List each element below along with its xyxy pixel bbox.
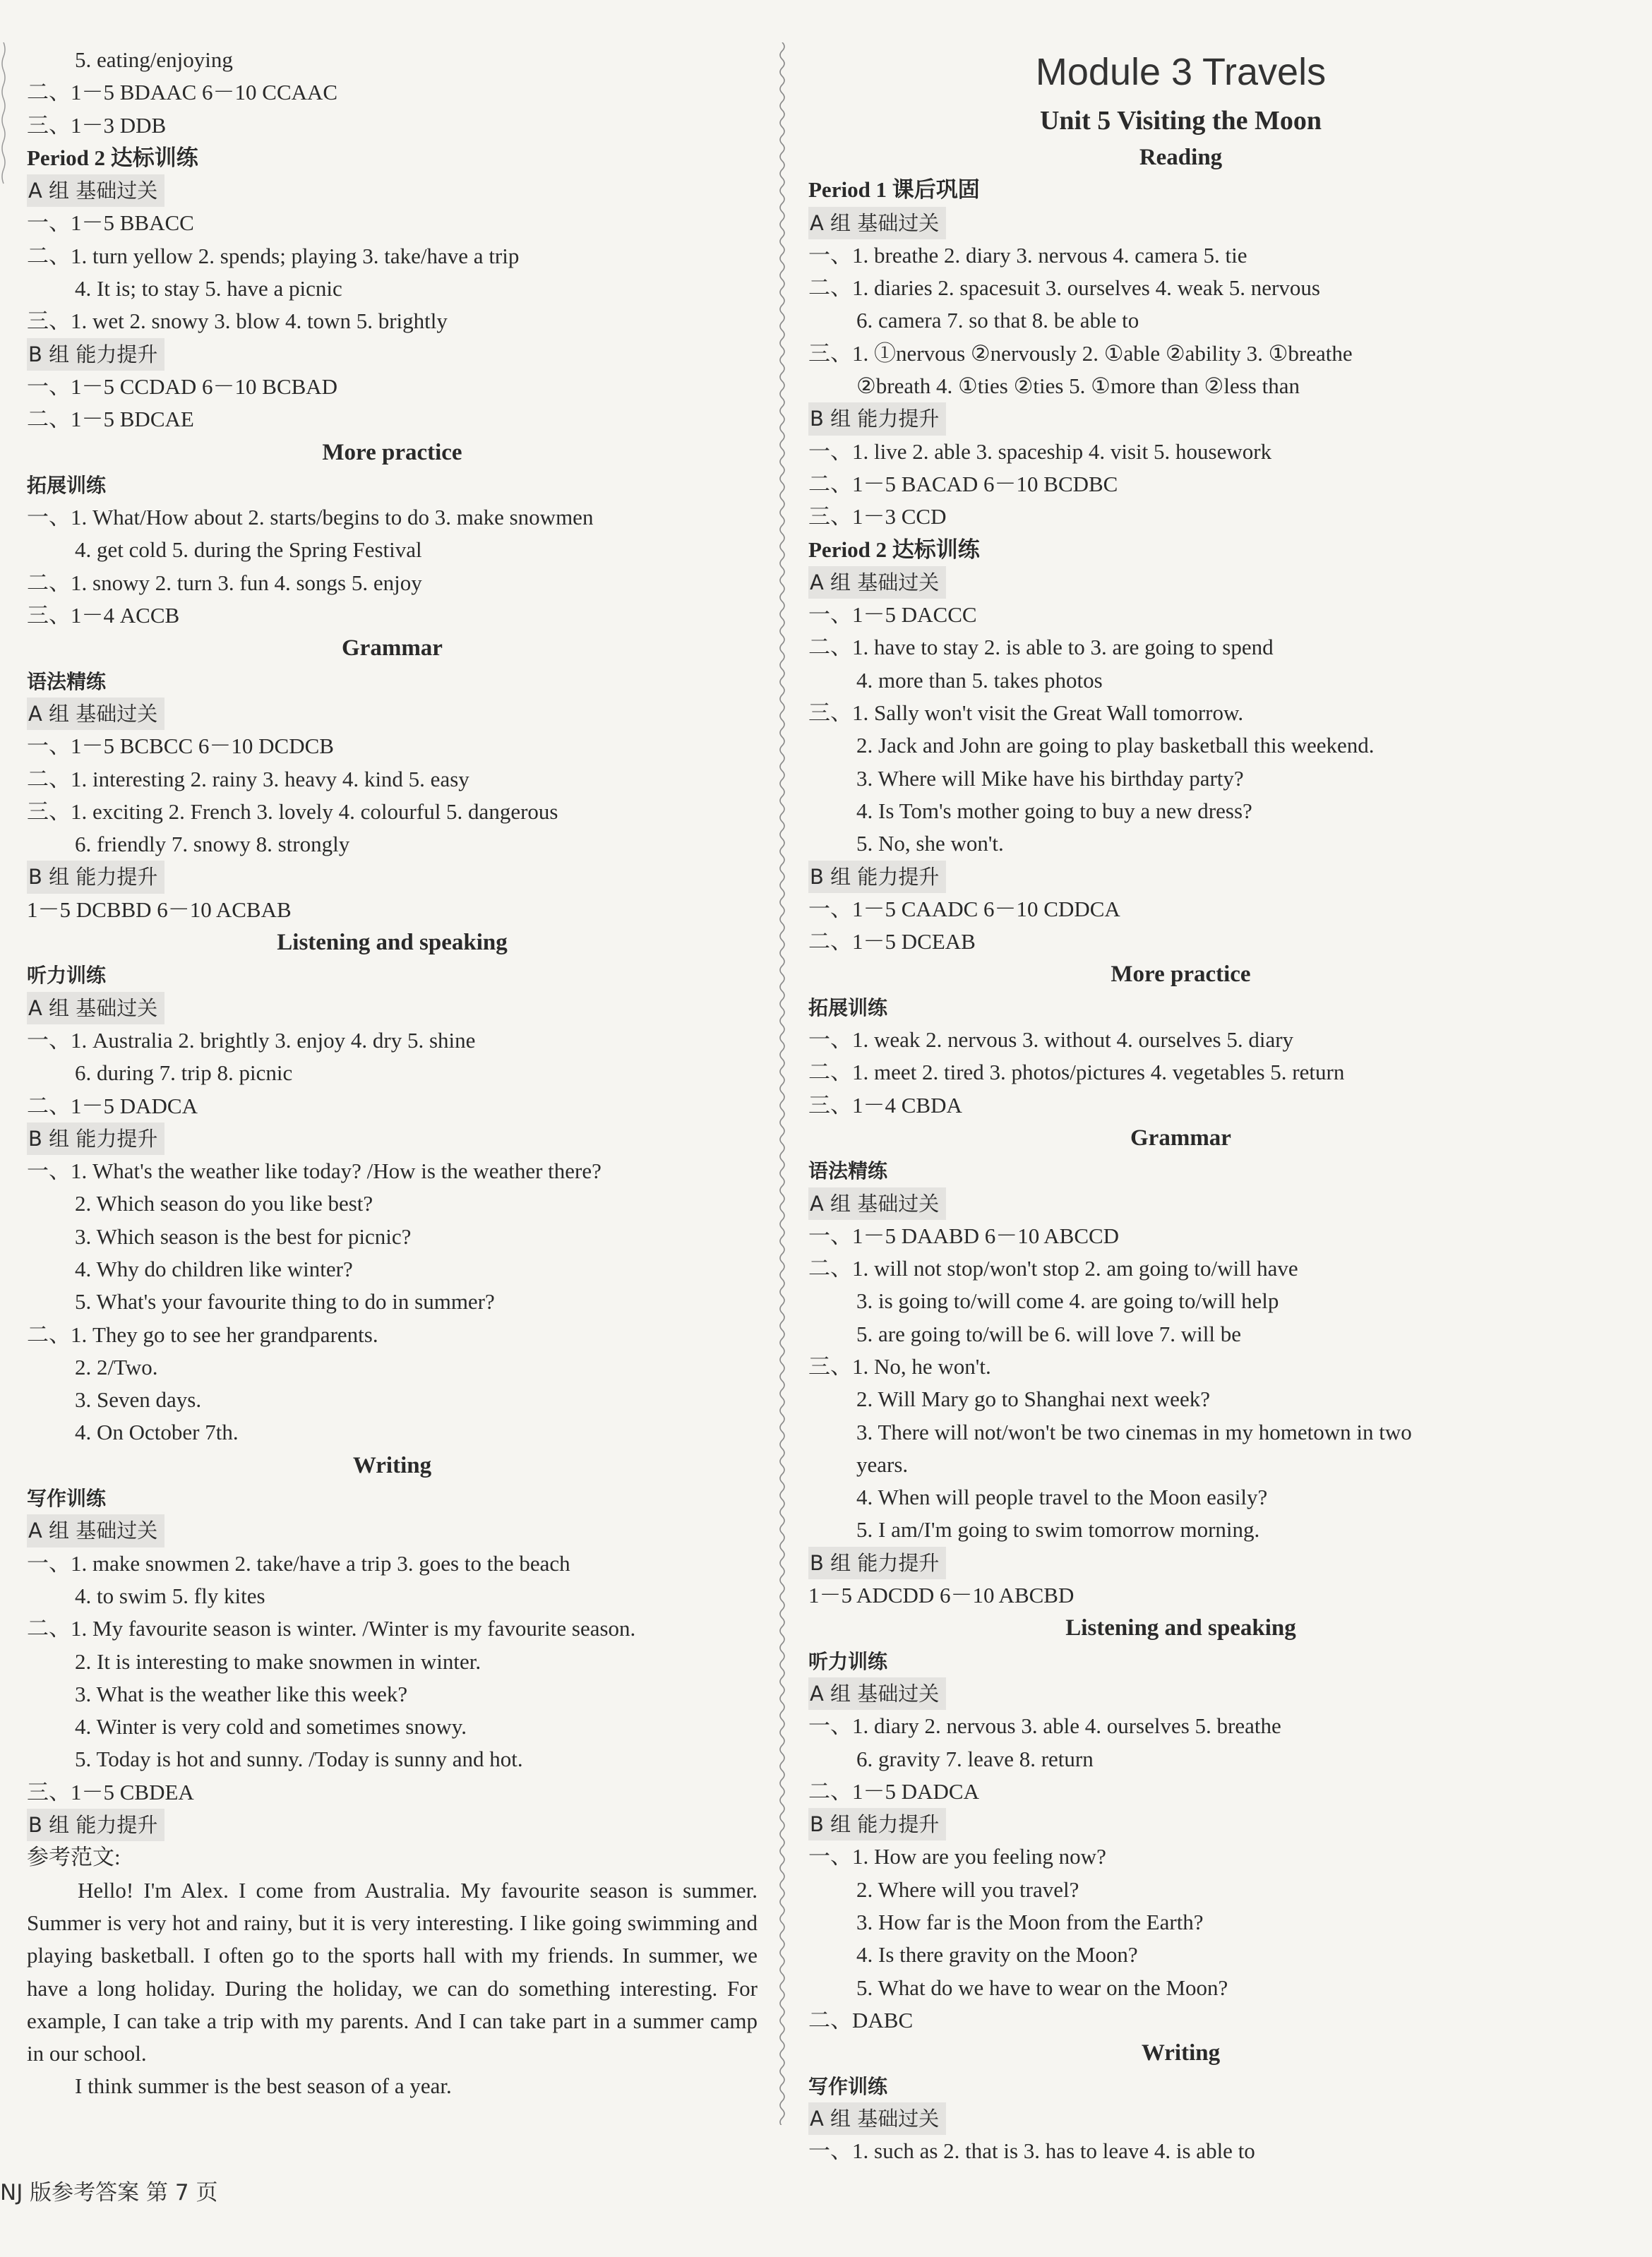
answer-line: [808, 1252, 1553, 1285]
group-label: [808, 1677, 1553, 1710]
answer-line: [27, 1612, 758, 1645]
answer-text: 5. Today is hot and sunny. /Today is sunny and hot.: [75, 1747, 523, 1772]
answer-line: [27, 1547, 758, 1580]
unit-title: Unit 5 Visiting the Moon: [1039, 106, 1322, 136]
section-label-text: 听力训练: [808, 1649, 888, 1673]
answer-text: 一、1. breathe 2. diary 3. nervous 4. camera 5. tie: [808, 242, 1247, 268]
page-footer: NJ 版参考答案 第 7 页: [0, 2180, 218, 2205]
answer-text: 二、1－5 BACAD 6－10 BCDBC: [808, 471, 1118, 496]
answer-line: [808, 1776, 1553, 1808]
answer-line: [27, 2070, 758, 2102]
group-label-text: A 组 基础过关: [808, 1187, 946, 1220]
answer-line: [808, 664, 1553, 697]
group-label-text: A 组 基础过关: [27, 1514, 164, 1547]
answer-line: [808, 1416, 1553, 1449]
answer-text: 5. I am/I'm going to swim tomorrow morning.: [856, 1517, 1260, 1543]
answer-line: [27, 828, 758, 861]
answer-text: 二、1. meet 2. tired 3. photos/pictures 4. vegetables 5. return: [808, 1060, 1345, 1085]
answer-text: 4. Is there gravity on the Moon?: [856, 1942, 1138, 1968]
answer-line: [808, 827, 1553, 860]
answer-text: 2. Will Mary go to Shanghai next week?: [856, 1387, 1210, 1412]
section-heading-text: Grammar: [342, 635, 443, 661]
section-label: [27, 959, 758, 991]
section-heading-text: Reading: [1139, 145, 1223, 170]
answer-text: 一、1－5 DACCC: [808, 602, 977, 628]
answer-text: 一、1. What's the weather like today? /How is the weather there?: [27, 1159, 601, 1184]
answer-line: [808, 1906, 1553, 1939]
answer-line: [27, 1711, 758, 1743]
answer-text: 3. What is the weather like this week?: [75, 1681, 408, 1706]
answer-line: [808, 1743, 1553, 1776]
group-label: [27, 698, 758, 730]
answer-line: [808, 1449, 1553, 1481]
answer-line: [27, 567, 758, 599]
answer-text: 2. It is interesting to make snowmen in winter.: [75, 1648, 481, 1674]
answer-line: [27, 1155, 758, 1187]
left-column: [27, 44, 758, 2103]
answer-text: 5. No, she won't.: [856, 831, 1004, 856]
answer-line: [27, 1187, 758, 1220]
group-label-text: A 组 基础过关: [27, 992, 164, 1024]
section-heading: [27, 1449, 758, 1482]
group-label: [27, 1809, 758, 1841]
section-heading-text: Listening and speaking: [1065, 1615, 1296, 1641]
group-label: [27, 174, 758, 207]
answer-text: 三、1－5 CBDEA: [27, 1779, 194, 1804]
answer-text: 6. camera 7. so that 8. be able to: [856, 308, 1139, 333]
answer-line: [808, 1481, 1553, 1514]
answer-line: [27, 1646, 758, 1678]
section-heading: [808, 958, 1553, 990]
group-label-text: B 组 能力提升: [27, 861, 164, 893]
period-heading-text: Period 2 达标训练: [27, 145, 198, 170]
answer-line: [27, 1580, 758, 1612]
answer-line: [808, 2135, 1553, 2167]
answer-text: 一、1. live 2. able 3. spaceship 4. visit 5. housework: [808, 438, 1272, 464]
answer-text: I think summer is the best season of a year.: [75, 2073, 452, 2099]
answer-line: [27, 305, 758, 337]
answer-line: [808, 1874, 1553, 1906]
answer-text: 二、1－5 DADCA: [808, 1778, 979, 1804]
section-heading: [808, 2037, 1553, 2069]
answer-line: [808, 1024, 1553, 1056]
answer-text: 三、1－3 DDB: [27, 112, 167, 138]
answer-text: 5. What do we have to wear on the Moon?: [856, 1975, 1228, 2000]
group-label: [27, 861, 758, 893]
group-label: [27, 992, 758, 1024]
answer-line: [27, 894, 758, 926]
answer-line: [808, 436, 1553, 468]
answer-text: years.: [856, 1451, 909, 1477]
group-label-text: A 组 基础过关: [808, 207, 946, 239]
answer-line: [27, 1416, 758, 1449]
answer-text: 二、1－5 DADCA: [27, 1093, 198, 1118]
answer-line: [27, 371, 758, 403]
answer-text: 一、1－5 CCDAD 6－10 BCBAD: [27, 373, 338, 399]
answer-text: 二、1. will not stop/won't stop 2. am going to/will have: [808, 1256, 1298, 1281]
section-label: [808, 991, 1553, 1024]
answer-text: 4. Winter is very cold and sometimes snowy.: [75, 1714, 467, 1740]
answer-text: 二、1－5 BDCAE: [27, 407, 194, 432]
answer-text: 一、1. make snowmen 2. take/have a trip 3. goes to the beach: [27, 1550, 570, 1576]
period-heading: [27, 142, 758, 174]
section-heading: [808, 141, 1553, 174]
answer-line: [27, 1024, 758, 1057]
answer-text: 一、1. Australia 2. brightly 3. enjoy 4. dry 5. shine: [27, 1027, 476, 1053]
answer-text: 3. is going to/will come 4. are going to/will help: [856, 1288, 1279, 1314]
group-label: [27, 1514, 758, 1547]
answer-text: 3. There will not/won't be two cinemas in my hometown in two: [856, 1419, 1412, 1444]
answer-text: 二、1. interesting 2. rainy 3. heavy 4. kind 5. easy: [27, 766, 469, 791]
answer-text: 三、1. Sally won't visit the Great Wall tomorrow.: [808, 700, 1244, 726]
right-column: [808, 44, 1553, 2167]
answer-text: 5. eating/enjoying: [75, 47, 233, 72]
answer-text: 4. to swim 5. fly kites: [75, 1583, 265, 1608]
answer-text: 三、1. ①nervous ②nervously 2. ①able ②ability 3. ①breathe: [808, 340, 1353, 366]
answer-text: ②breath 4. ①ties ②ties 5. ①more than ②less than: [856, 373, 1300, 399]
period-heading-text: Period 1 课后巩固: [808, 177, 980, 203]
section-label: [808, 2070, 1553, 2102]
answer-text: 3. Where will Mike have his birthday party?: [856, 765, 1244, 791]
answer-text: 二、1－5 BDAAC 6－10 CCAAC: [27, 80, 338, 105]
answer-text: 一、1. How are you feeling now?: [808, 1844, 1106, 1869]
answer-line: [27, 76, 758, 109]
answer-text: 2. Which season do you like best?: [75, 1191, 373, 1216]
section-label-text: 写作训练: [27, 1487, 107, 1511]
answer-line: [808, 272, 1553, 304]
column-divider: [777, 42, 788, 2125]
answer-text: 三、1－4 CBDA: [808, 1092, 962, 1118]
section-heading: [27, 926, 758, 959]
answer-line: [27, 109, 758, 142]
answer-text: 2. Where will you travel?: [856, 1876, 1079, 1902]
section-heading: [808, 1122, 1553, 1154]
period-heading: [808, 534, 1553, 566]
section-label-text: 语法精练: [808, 1159, 888, 1183]
answer-text: 三、1－4 ACCB: [27, 603, 180, 628]
answer-text: 二、1. My favourite season is winter. /Winter is my favourite season.: [27, 1616, 636, 1641]
answer-line: [27, 1743, 758, 1776]
answer-text: 1－5 DCBBD 6－10 ACBAB: [27, 897, 292, 922]
group-label: [808, 566, 1553, 599]
answer-line: [27, 1776, 758, 1809]
section-heading: [27, 632, 758, 664]
answer-text: 3. How far is the Moon from the Earth?: [856, 1910, 1204, 1935]
answer-text: 二、1. snowy 2. turn 3. fun 4. songs 5. enjoy: [27, 570, 422, 595]
answer-line: [808, 631, 1553, 664]
module-title: Module 3 Travels: [1035, 51, 1327, 93]
section-heading-text: Listening and speaking: [277, 930, 508, 956]
answer-text: 4. Is Tom's mother going to buy a new dress?: [856, 798, 1252, 823]
group-label-text: A 组 基础过关: [808, 1677, 946, 1710]
period-heading: [808, 174, 1553, 206]
section-label: [27, 469, 758, 501]
answer-line: [808, 1220, 1553, 1252]
section-label: [808, 1645, 1553, 1677]
group-label-text: B 组 能力提升: [27, 338, 164, 371]
answer-line: [808, 370, 1553, 402]
group-label-text: B 组 能力提升: [808, 861, 946, 893]
answer-line: [808, 1285, 1553, 1317]
answer-text: 4. On October 7th.: [75, 1420, 239, 1445]
answer-line: [808, 762, 1553, 795]
answer-text: 二、1. diaries 2. spacesuit 3. ourselves 4. weak 5. nervous: [808, 275, 1320, 301]
group-label-text: B 组 能力提升: [808, 1547, 946, 1579]
answer-line: [808, 1514, 1553, 1546]
section-heading-text: Grammar: [1130, 1125, 1231, 1151]
section-heading: [808, 1612, 1553, 1644]
section-label-text: 听力训练: [27, 964, 107, 988]
answer-line: [27, 1319, 758, 1351]
group-label: [808, 402, 1553, 435]
section-label: [27, 1482, 758, 1514]
answer-text: 二、1. They go to see her grandparents.: [27, 1322, 378, 1347]
answer-line: [27, 599, 758, 632]
answer-line: [808, 1840, 1553, 1873]
answer-text: 4. Why do children like winter?: [75, 1256, 353, 1281]
answer-line: [808, 599, 1553, 631]
answer-line: [27, 763, 758, 796]
sample-essay: [27, 1874, 758, 2071]
period-heading-text: Period 2 达标训练: [808, 537, 980, 562]
answer-text: 三、1. exciting 2. French 3. lovely 4. colourful 5. dangerous: [27, 798, 558, 824]
group-label: [27, 338, 758, 371]
group-label: [808, 1808, 1553, 1840]
answer-text: 4. get cold 5. during the Spring Festival: [75, 537, 422, 563]
section-heading-text: Writing: [1141, 2040, 1221, 2066]
section-heading-text: Writing: [352, 1452, 432, 1478]
answer-text: 6. during 7. trip 8. picnic: [75, 1060, 293, 1086]
section-heading: [27, 436, 758, 469]
section-label-text: 拓展训练: [27, 473, 107, 497]
answer-line: [27, 1221, 758, 1253]
answer-line: [27, 1384, 758, 1416]
answer-line: [808, 893, 1553, 926]
answer-text: 6. gravity 7. leave 8. return: [856, 1746, 1094, 1771]
answer-line: [27, 1253, 758, 1286]
sample-essay-text: Hello! I'm Alex. I come from Australia. My favourite season is summer. Summer is very hot and rainy, but it is very interesting. I like going swimming and playing basketball. I often go to the sports hall with my friends. In summer, we have a long holiday. During the holiday, we can do something interesting. For example, I can take a trip with my parents. And I can take part in a summer camp in our school.: [27, 1877, 758, 2066]
section-label: [27, 665, 758, 698]
answer-line: [27, 1351, 758, 1384]
answer-line: [27, 1057, 758, 1089]
answer-text: 一、1. weak 2. nervous 3. without 4. ourselves 5. diary: [808, 1027, 1294, 1053]
answer-text: 4. It is; to stay 5. have a picnic: [75, 276, 342, 301]
answer-text: 一、1. What/How about 2. starts/begins to do 3. make snowmen: [27, 505, 594, 530]
answer-text: 3. Seven days.: [75, 1387, 202, 1413]
answer-line: [808, 1972, 1553, 2004]
answer-line: [27, 1286, 758, 1318]
answer-line: [808, 1579, 1553, 1612]
answer-text: 6. friendly 7. snowy 8. strongly: [75, 832, 350, 857]
answer-text: 一、1－5 CAADC 6－10 CDDCA: [808, 896, 1120, 921]
answer-text: 三、1－3 CCD: [808, 504, 947, 529]
group-label-text: B 组 能力提升: [27, 1122, 164, 1155]
answer-line: [27, 44, 758, 76]
answer-text: 二、1. turn yellow 2. spends; playing 3. take/have a trip: [27, 243, 520, 268]
section-heading-text: More practice: [1111, 962, 1251, 988]
answer-text: 4. more than 5. takes photos: [856, 667, 1103, 693]
answer-text: 3. Which season is the best for picnic?: [75, 1223, 412, 1249]
section-heading-text: More practice: [322, 439, 462, 465]
section-label-text: 写作训练: [808, 2074, 888, 2098]
answer-text: 二、DABC: [808, 2007, 914, 2033]
answer-line: [27, 501, 758, 534]
group-label-text: A 组 基础过关: [808, 2102, 946, 2135]
group-label-text: B 组 能力提升: [27, 1809, 164, 1841]
answer-line: [27, 273, 758, 305]
answer-line: [808, 1318, 1553, 1351]
answer-text: 一、1. diary 2. nervous 3. able 4. ourselves 5. breathe: [808, 1713, 1281, 1739]
answer-line: [808, 926, 1553, 958]
answer-text: 二、1. have to stay 2. is able to 3. are going to spend: [808, 635, 1274, 660]
group-label: [808, 1547, 1553, 1579]
answer-text: 1－5 ADCDD 6－10 ABCBD: [808, 1583, 1075, 1608]
answer-line: [27, 403, 758, 436]
answer-line: [27, 1841, 758, 1874]
answer-line: [808, 501, 1553, 533]
group-label: [808, 2102, 1553, 2135]
group-label: [27, 1122, 758, 1155]
answer-text: 三、1. wet 2. snowy 3. blow 4. town 5. brightly: [27, 309, 448, 334]
answer-line: [808, 1089, 1553, 1122]
group-label-text: B 组 能力提升: [808, 1808, 946, 1840]
answer-line: [27, 240, 758, 273]
group-label: [808, 861, 1553, 893]
right-answers: [808, 141, 1553, 2167]
group-label-text: A 组 基础过关: [27, 698, 164, 730]
answer-line: [808, 1939, 1553, 1971]
answer-line: [808, 1056, 1553, 1089]
answer-line: [808, 337, 1553, 370]
answer-line: [27, 534, 758, 566]
answer-text: 一、1－5 DAABD 6－10 ABCCD: [808, 1223, 1120, 1248]
answer-line: [27, 730, 758, 762]
answer-text: 4. When will people travel to the Moon easily?: [856, 1485, 1268, 1510]
answer-text: 5. are going to/will be 6. will love 7. will be: [856, 1321, 1241, 1346]
section-label-text: 拓展训练: [808, 995, 888, 1019]
answer-text: 5. What's your favourite thing to do in summer?: [75, 1289, 495, 1315]
group-label-text: A 组 基础过关: [27, 174, 164, 207]
answer-text: 三、1. No, he won't.: [808, 1353, 991, 1379]
answer-text: 参考范文:: [27, 1845, 121, 1870]
answer-line: [808, 1351, 1553, 1383]
section-label: [808, 1154, 1553, 1187]
answer-line: [808, 697, 1553, 729]
answer-line: [27, 1678, 758, 1711]
answer-line: [27, 796, 758, 828]
answer-line: [27, 207, 758, 239]
page-edge: [0, 42, 7, 2125]
answer-line: [808, 239, 1553, 272]
section-label-text: 语法精练: [27, 669, 107, 693]
answer-line: [808, 304, 1553, 337]
group-label: [808, 1187, 1553, 1220]
answer-line: [808, 2004, 1553, 2037]
answer-text: 二、1－5 DCEAB: [808, 929, 976, 954]
answer-line: [27, 1090, 758, 1122]
answer-line: [808, 729, 1553, 762]
answer-line: [808, 1383, 1553, 1415]
group-label: [808, 207, 1553, 239]
answer-text: 2. Jack and John are going to play basketball this weekend.: [856, 733, 1375, 758]
answer-text: 2. 2/Two.: [75, 1354, 158, 1379]
answer-line: [808, 1710, 1553, 1742]
group-label-text: B 组 能力提升: [808, 402, 946, 435]
answer-text: 一、1. such as 2. that is 3. has to leave 4. is able to: [808, 2138, 1255, 2164]
answer-text: 一、1－5 BCBCC 6－10 DCDCB: [27, 734, 334, 759]
group-label-text: A 组 基础过关: [808, 566, 946, 599]
answer-text: 一、1－5 BBACC: [27, 210, 194, 236]
answer-line: [808, 468, 1553, 501]
answer-line: [808, 795, 1553, 827]
